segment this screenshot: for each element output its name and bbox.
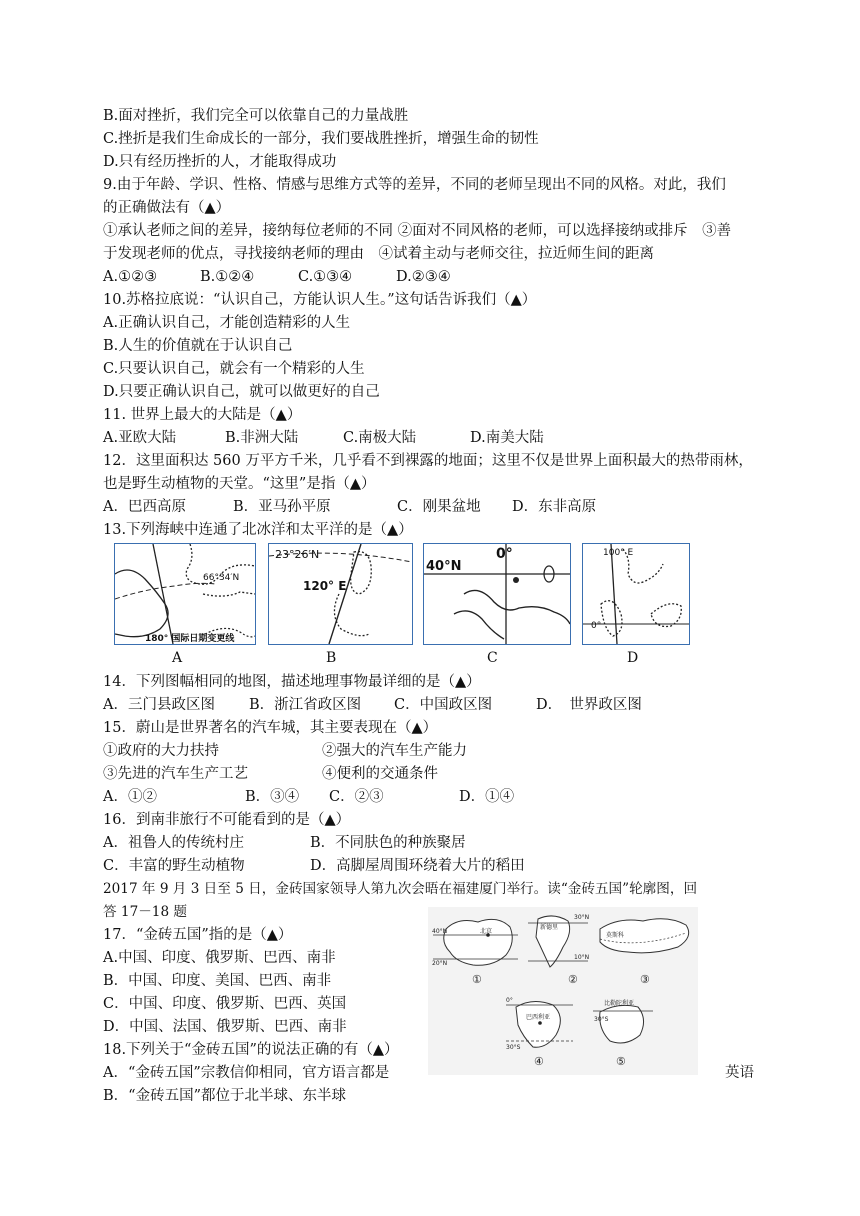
q9-stem-2: 的正确做法有（▲） <box>103 200 231 216</box>
q12-opt-c: C．刚果盆地 <box>397 499 481 515</box>
q15-item-2: ②强大的汽车生产能力 <box>322 743 467 759</box>
q10-opt-a: A.正确认识自己，才能创造精彩的人生 <box>103 315 351 331</box>
strait-map-b <box>268 543 413 645</box>
q12-stem-1: 12．这里面积达 560 万平方千米，几乎看不到裸露的地面；这里不仅是世界上面积最大的热带雨林， <box>103 453 753 469</box>
q14-options <box>103 695 642 715</box>
q8-option-d: D.只有经历挫折的人，才能取得成功 <box>103 154 337 170</box>
brics-lat-b: 20°N <box>432 960 448 967</box>
q16-opt-c: C．丰富的野生动植物 <box>103 858 245 874</box>
q10-stem: 10.苏格拉底说：“认识自己，方能认识人生。”这句话告诉我们（▲） <box>103 292 537 308</box>
map-caption-d: D <box>627 650 639 666</box>
q17-opt-c: C．中国、印度、俄罗斯、巴西、英国 <box>103 996 347 1012</box>
map-d-eq-label: 0° <box>591 621 602 631</box>
q15-options <box>103 787 514 807</box>
brics-lat-f: 30°S <box>506 1044 521 1051</box>
q14-opt-a: A．三门县政区图 <box>103 697 215 713</box>
q18-opt-a-tail: 英语 <box>725 1065 754 1081</box>
q10-opt-d: D.只要正确认识自己，就可以做更好的自己 <box>103 384 380 400</box>
q15-item-4: ④便利的交通条件 <box>322 766 438 782</box>
map-a-dateline-label: 180° 国际日期变更线 <box>145 634 235 644</box>
brics-intro-2: 答 17－18 题 <box>103 904 188 920</box>
strait-map-a <box>114 543 256 645</box>
q14-opt-d: D． 世界政区图 <box>536 697 642 713</box>
q9-opt-b: B.①②④ <box>200 269 255 285</box>
strait-map-b-drawing <box>269 544 412 644</box>
q15-opt-a: A．①② <box>103 789 157 805</box>
q9-items-2: 于发现老师的优点，寻找接纳老师的理由 ④试着主动与老师交往，拉近师生间的距离 <box>103 246 654 262</box>
brics-label-5: ⑤ <box>616 1055 626 1068</box>
q15-opt-b: B．③④ <box>245 789 300 805</box>
brics-intro-1: 2017 年 9 月 3 日至 5 日，金砖国家领导人第九次会晤在福建厦门举行。读“金砖五国”轮廓图，回 <box>103 881 698 897</box>
q16-opt-b: B．不同肤色的种族聚居 <box>310 835 466 851</box>
q12-options <box>103 497 596 517</box>
q15-opt-d: D．①④ <box>459 789 515 805</box>
brics-label-2: ② <box>568 973 578 986</box>
q14-opt-c: C．中国政区图 <box>394 697 493 713</box>
q12-stem-2: 也是野生动植物的天堂。“这里”是指（▲） <box>103 476 376 492</box>
map-c-lon-label: 0° <box>496 546 513 562</box>
q17-opt-d: D．中国、法国、俄罗斯、巴西、南非 <box>103 1019 347 1035</box>
q16-opt-d: D．高脚屋周围环绕着大片的稻田 <box>310 858 525 874</box>
q11-stem: 11. 世界上最大的大陆是（▲） <box>103 407 302 423</box>
q11-opt-b: B.非洲大陆 <box>225 430 299 446</box>
q10-opt-c: C.只要认识自己，就会有一个精彩的人生 <box>103 361 365 377</box>
q9-options <box>103 267 451 287</box>
map-caption-c: C <box>487 650 498 666</box>
brics-lat-c: 30°N <box>574 914 590 921</box>
brics-city-1: 北京 <box>480 928 493 935</box>
q9-items-1: ①承认老师之间的差异，接纳每位老师的不同 ②面对不同风格的老师，可以选择接纳或排斥 ③善 <box>103 223 732 239</box>
brics-outline-figure <box>428 907 698 1075</box>
map-b-lat-label: 23°26′N <box>275 548 320 561</box>
q9-opt-a: A.①②③ <box>103 269 158 285</box>
strait-map-d <box>582 543 690 645</box>
q15-opt-c: C．②③ <box>329 789 384 805</box>
q18-stem: 18.下列关于“金砖五国”的说法正确的有（▲） <box>103 1042 399 1058</box>
q9-opt-d: D.②③④ <box>396 269 451 285</box>
q17-opt-b: B．中国、印度、美国、巴西、南非 <box>103 973 332 989</box>
q15-item-1: ①政府的大力扶持 <box>103 743 219 759</box>
q14-opt-b: B．浙江省政区图 <box>249 697 362 713</box>
q11-opt-d: D.南美大陆 <box>470 430 544 446</box>
q17-stem: 17．“金砖五国”指的是（▲） <box>103 927 293 943</box>
q16-stem: 16．到南非旅行不可能看到的是（▲） <box>103 812 351 828</box>
q11-options <box>103 428 544 448</box>
q12-opt-a: A．巴西高原 <box>103 499 186 515</box>
q8-option-b: B.面对挫折，我们完全可以依靠自己的力量战胜 <box>103 108 409 124</box>
brics-outline-drawing <box>428 907 698 1075</box>
brics-lat-a: 40°N <box>432 928 448 935</box>
map-a-lat-label: 66°34′N <box>203 573 240 583</box>
brics-city-3: 莫斯科 <box>606 932 625 939</box>
q18-opt-a: A．“金砖五国”宗教信仰相同，官方语言都是 <box>103 1065 390 1081</box>
map-caption-a: A <box>172 650 183 666</box>
brics-city-5: 比勒陀利亚 <box>604 1000 635 1007</box>
q11-opt-a: A.亚欧大陆 <box>103 430 177 446</box>
q17-opt-a: A.中国、印度、俄罗斯、巴西、南非 <box>103 950 336 966</box>
q11-opt-c: C.南极大陆 <box>343 430 417 446</box>
strait-map-c-drawing <box>424 544 570 644</box>
q15-stem: 15．蔚山是世界著名的汽车城，其主要表现在（▲） <box>103 720 438 736</box>
q18-opt-b: B．“金砖五国”都位于北半球、东半球 <box>103 1088 346 1104</box>
q10-opt-b: B.人生的价值就在于认识自己 <box>103 338 293 354</box>
q16-opt-a: A．祖鲁人的传统村庄 <box>103 835 244 851</box>
brics-label-3: ③ <box>640 973 650 986</box>
q13-stem: 13.下列海峡中连通了北冰洋和太平洋的是（▲） <box>103 522 413 538</box>
q9-opt-c: C.①③④ <box>298 269 353 285</box>
map-c-lat-label: 40°N <box>426 559 462 574</box>
q8-option-c: C.挫折是我们生命成长的一部分，我们要战胜挫折，增强生命的韧性 <box>103 131 539 147</box>
q12-opt-d: D．东非高原 <box>512 499 597 515</box>
map-b-lon-label: 120° E <box>303 579 347 593</box>
q14-stem: 14．下列图幅相同的地图，描述地理事物最详细的是（▲） <box>103 674 481 690</box>
brics-city-2: 新德里 <box>540 924 559 931</box>
brics-city-4: 巴西利亚 <box>526 1014 551 1021</box>
strait-map-d-drawing <box>583 544 689 644</box>
q9-stem-1: 9.由于年龄、学识、性格、情感与思维方式等的差异，不同的老师呈现出不同的风格。对此，我们 <box>103 177 726 193</box>
map-d-lon-label: 100° E <box>603 548 634 558</box>
q12-opt-b: B．亚马孙平原 <box>233 499 331 515</box>
strait-map-c <box>423 543 571 645</box>
brics-label-4: ④ <box>534 1055 544 1068</box>
brics-label-1: ① <box>472 973 482 986</box>
brics-lat-g: 30°S <box>594 1016 609 1023</box>
q15-item-3: ③先进的汽车生产工艺 <box>103 766 248 782</box>
map-caption-b: B <box>326 650 337 666</box>
strait-map-a-drawing <box>115 544 255 644</box>
brics-lat-e: 0° <box>506 997 513 1004</box>
brics-lat-d: 10°N <box>574 954 590 961</box>
